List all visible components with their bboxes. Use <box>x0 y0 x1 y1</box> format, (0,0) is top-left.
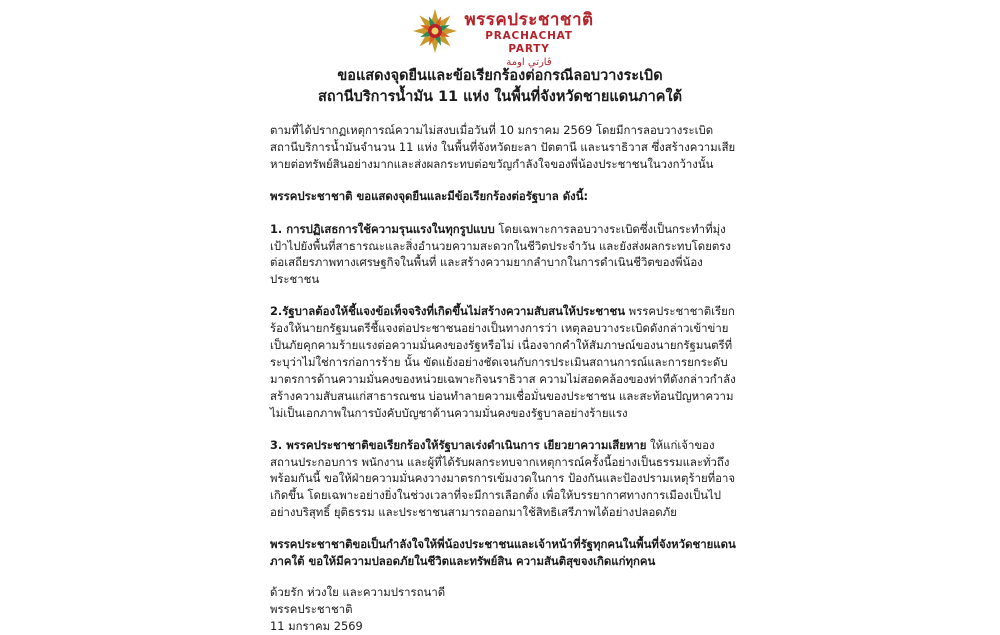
intro-paragraph: ตามที่ได้ปรากฏเหตุการณ์ความไม่สงบเมื่อวันที่ 10 มกราคม 2569 โดยมีการลอบวางระเบิดสถานีบริการน้ำมันจำนวน 11 แห่ง ในพื้นที่จังหวัดยะลา ปัตตานี และนราธิวาส ซึ่งสร้างความเสียหายต่อทรัพย์สินอย่างมากและส่งผลกระทบต่อขวัญกำลังใจของพี่น้องประชาชนในวงกว้างนั้น <box>270 123 736 171</box>
title-line-1: ขอแสดงจุดยืนและข้อเรียกร้องต่อกรณีลอบวางระเบิด <box>337 68 663 84</box>
demand-point-1 <box>270 221 740 289</box>
signature-block <box>270 584 740 635</box>
statement-body <box>270 122 740 635</box>
demand-point-1-heading: 1. การปฏิเสธการใช้ความรุนแรงในทุกรูปแบบ <box>270 221 495 236</box>
party-wordmark <box>464 10 594 69</box>
statement-title <box>0 66 1000 108</box>
signature-party: พรรคประชาชาติ <box>270 601 353 616</box>
demand-point-3-text: ให้แก่เจ้าของสถานประกอบการ พนักงาน และผู้ที่ได้รับผลกระทบจากเหตุการณ์ครั้งนี้อย่างเป็นธรรมและทั่วถึง พร้อมกันนี้ ขอให้ฝ่ายความมั่นคงวางมาตรการเข้มงวดในการ ป้องกันและป้องปรามเหตุร้ายที่อาจเกิดขึ้น โดยเฉพาะอย่างยิ่งในช่วงเวลาที่จะมีการเลือกตั้ง เพื่อให้บรรยากาศทางการเมืองเป็นไปอย่างบริสุทธิ์ ยุติธรรม และประชาชนสามารถออกมาใช้สิทธิเสรีภาพได้อย่างปลอดภัย <box>270 437 736 520</box>
signature-date: 11 มกราคม 2569 <box>270 618 363 633</box>
party-logo <box>412 8 594 68</box>
party-emblem-icon <box>412 8 458 54</box>
demand-point-3-heading: 3. พรรคประชาชาติขอเรียกร้องให้รัฐบาลเร่งดำเนินการ เยียวยาความเสียหาย <box>270 437 647 452</box>
demand-point-2-text: พรรคประชาชาติเรียกร้องให้นายกรัฐมนตรีชี้แจงต่อประชาชนอย่างเป็นทางการว่า เหตุลอบวางระเบิดดังกล่าวเข้าข่ายเป็นภัยคุกคามร้ายแรงต่อความมั่นคงของรัฐหรือไม่ เนื่องจากคำให้สัมภาษณ์ของนายกรัฐมนตรีที่ระบุว่าไม่ใช่การก่อการร้าย นั้น ขัดแย้งอย่างชัดเจนกับการประเมินสถานการณ์และการยกระดับมาตรการด้านความมั่นคงของหน่วยเฉพาะกิจนราธิวาส ความไม่สอดคล้องของท่าทีดังกล่าวกำลังสร้างความสับสนแก่สาธารณชน บ่อนทำลายความเชื่อมั่นของประชาชน และสะท้อนปัญหาความไม่เป็นเอกภาพในการบังคับบัญชาด้านความมั่นคงของรัฐบาลอย่างร้ายแรง <box>270 304 736 420</box>
title-line-2: สถานีบริการน้ำมัน 11 แห่ง ในพื้นที่จังหวัดชายแดนภาคใต้ <box>318 89 682 105</box>
party-name-thai: พรรคประชาชาติ <box>464 10 594 30</box>
demands-lead: พรรคประชาชาติ ขอแสดงจุดยืนและมีข้อเรียกร้องต่อรัฐบาล ดังนี้: <box>270 188 589 203</box>
signature-regards: ด้วยรัก ห่วงใย และความปรารถนาดี <box>270 584 446 599</box>
party-name-english: PRACHACHAT PARTY <box>485 30 573 55</box>
demand-point-1-text: โดยเฉพาะการลอบวางระเบิดซึ่งเป็นกระทำที่มุ่งเป้าไปยังพื้นที่สาธารณะและสิ่งอำนวยความสะดวกในชีวิตประจำวัน และยังส่งผลกระทบโดยตรงต่อเสถียรภาพทางเศรษฐกิจในพื้นที่ และสร้างความยากลำบากในการดำเนินชีวิตของพี่น้องประชาชน <box>270 221 731 287</box>
demand-point-3 <box>270 437 740 522</box>
party-name-jawi: ڤارتي اومة <box>506 57 552 68</box>
demand-point-2 <box>270 303 740 421</box>
demand-point-2-heading: 2.รัฐบาลต้องให้ชี้แจงข้อเท็จจริงที่เกิดขึ้นไม่สร้างความสับสนให้ประชาชน <box>270 304 626 319</box>
closing-paragraph: พรรคประชาชาติขอเป็นกำลังใจให้พี่น้องประชาชนและเจ้าหน้าที่รัฐทุกคนในพื้นที่จังหวัดชายแดนภาคใต้ ขอให้มีความปลอดภัยในชีวิตและทรัพย์สิน ความสันติสุขจงเกิดแก่ทุกคน <box>270 537 736 569</box>
